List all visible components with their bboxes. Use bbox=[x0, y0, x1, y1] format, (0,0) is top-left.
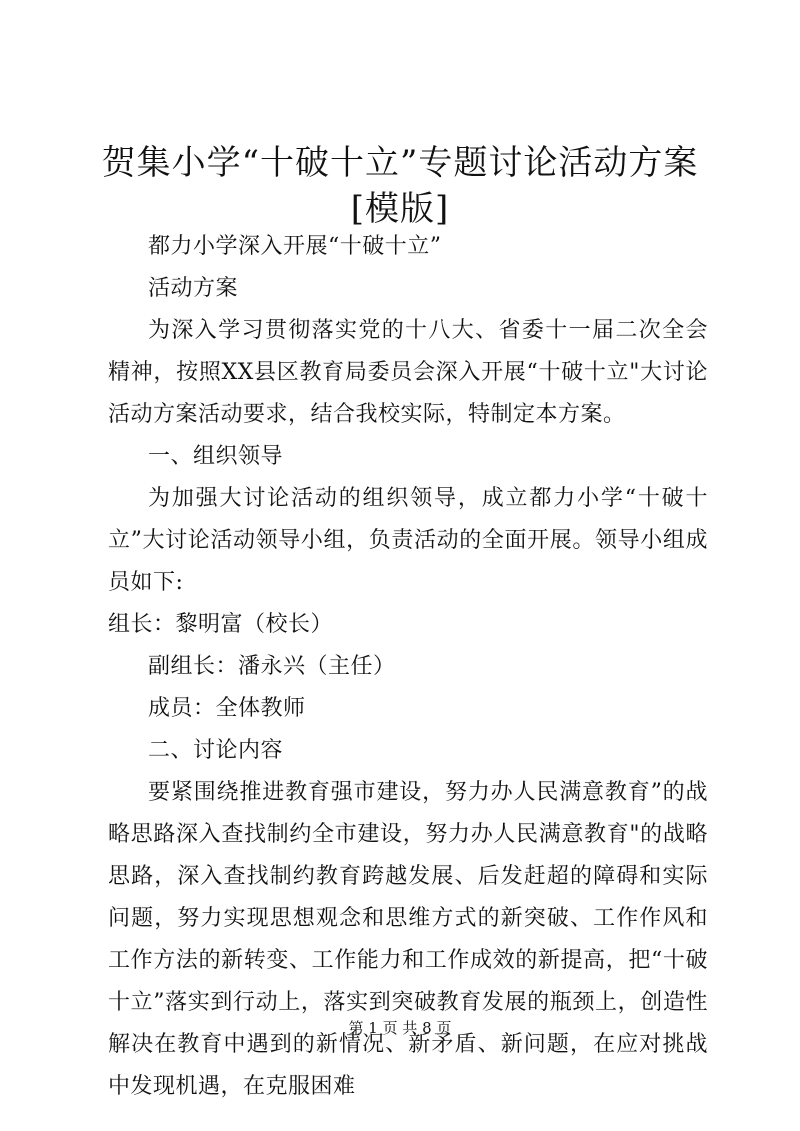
document-body bbox=[108, 226, 708, 1108]
paragraph-subtitle-line-1: 都力小学深入开展“十破十立” bbox=[148, 234, 442, 259]
section-heading-organization: 一、组织领导 bbox=[148, 444, 284, 469]
paragraph-subtitle-line-2: 活动方案 bbox=[148, 276, 239, 301]
paragraph-group-leader: 组长：黎明富（校长） bbox=[108, 612, 334, 637]
paragraph-members: 成员：全体教师 bbox=[148, 696, 306, 721]
document-title: 贺集小学“十破十立”专题讨论活动方案[模版] bbox=[101, 143, 699, 229]
section-heading-content: 二、讨论内容 bbox=[148, 738, 284, 763]
paragraph-organization: 为加强大讨论活动的组织领导，成立都力小学“十破十立”大讨论活动领导小组，负责活动的全面开展。领导小组成员如下: bbox=[108, 486, 708, 595]
paragraph-content: 要紧围绕推进教育强市建设，努力办人民满意教育”的战略思路深入查找制约全市建设，努力办人民满意教育"的战略思路，深入查找制约教育跨越发展、后发赶超的障碍和实际问题，努力实现思想观念和思维方式的新突破、工作作风和工作方法的新转变、工作能力和工作成效的新提高，把“十破十立”落实到行动上，落实到突破教育发展的瓶颈上，创造性解决在教育中遇到的新情况、新矛盾、新问题，在应对挑战中发现机遇，在克服困难 bbox=[108, 780, 708, 1099]
page-footer: 第 1 页 共 8 页 bbox=[348, 1019, 452, 1037]
paragraph-deputy-leader: 副组长：潘永兴（主任） bbox=[148, 654, 396, 679]
paragraph-intro: 为深入学习贯彻落实党的十八大、省委十一届二次全会精神，按照XX县区教育局委员会深入开展“十破十立"大讨论活动方案活动要求，结合我校实际，特制定本方案。 bbox=[108, 318, 708, 427]
